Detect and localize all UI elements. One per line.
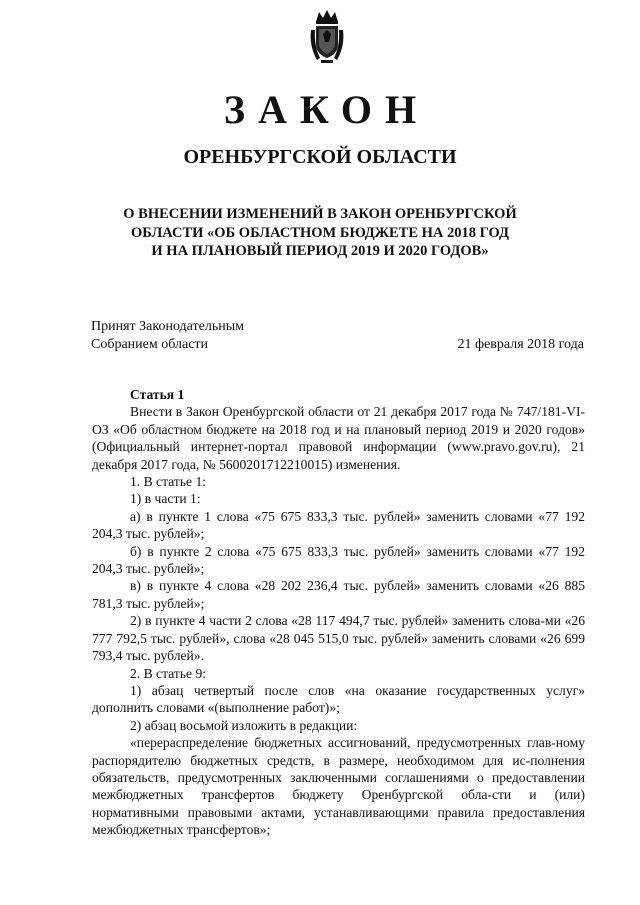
adoption-date: 21 февраля 2018 года bbox=[457, 337, 584, 352]
paragraph: Внести в Закон Оренбургской области от 21 декабря 2017 года № 747/181-VI-ОЗ «Об областном бюджете на 2018 год и на плановый период 2019 и 2020 годов» (Официальный интернет-портал правовой информации (www.pravo.gov.ru), 21 декабря 2017 года, № 5600201712210015) изменения. bbox=[92, 404, 585, 472]
paragraph: 2. В статье 9: bbox=[130, 665, 207, 681]
paragraph: «перераспределение бюджетных ассигнований, предусмотренных глав-ному распорядителю бюджетных средств, в размере, необходимом для ис-полнения обязательств, предусмотренных заключенными соглашениями о предоставлении межбюджетных трансфертов бюджету Оренбургской обла-сти и (или) нормативными правовыми актами, устанавливающими правила предоставления межбюджетных трансфертов»; bbox=[92, 735, 585, 838]
paragraph: 1) абзац четвертый после слов «на оказание государственных услуг» дополнить словами «(выполнение работ)»; bbox=[92, 682, 585, 716]
paragraph: б) в пункте 2 слова «75 675 833,3 тыс. рублей» заменить словами «77 192 204,3 тыс. рублей»; bbox=[92, 543, 585, 577]
subject-line: ОБЛАСТИ «ОБ ОБЛАСТНОМ БЮДЖЕТЕ НА 2018 ГОД bbox=[130, 224, 510, 241]
paragraph: 1) в части 1: bbox=[130, 491, 201, 507]
region-title: ОРЕНБУРГСКОЙ ОБЛАСТИ bbox=[183, 146, 457, 168]
coat-of-arms-icon bbox=[307, 8, 347, 64]
adoption-body bbox=[91, 318, 244, 354]
adoption-line: Собранием области bbox=[91, 337, 209, 352]
document-type-title: ЗАКОН bbox=[223, 87, 430, 132]
paragraph: а) в пункте 1 слова «75 675 833,3 тыс. рублей» заменить словами «77 192 204,3 тыс. рублей»; bbox=[92, 508, 585, 542]
paragraph: 2) в пункте 4 части 2 слова «28 117 494,7 тыс. рублей» заменить слова-ми «26 777 792,5 тыс. рублей», слова «28 045 515,0 тыс. рублей» заменить словами «26 699 793,4 тыс. рублей». bbox=[92, 613, 585, 664]
paragraph: 2) абзац восьмой изложить в редакции: bbox=[130, 717, 358, 733]
subject-line: О ВНЕСЕНИИ ИЗМЕНЕНИЙ В ЗАКОН ОРЕНБУРГСКОЙ bbox=[123, 206, 517, 222]
article-body bbox=[92, 386, 585, 839]
paragraph: в) в пункте 4 слова «28 202 236,4 тыс. рублей» заменить словами «26 885 781,3 тыс. рублей»; bbox=[92, 578, 585, 611]
law-subject bbox=[60, 205, 580, 261]
subject-line: И НА ПЛАНОВЫЙ ПЕРИОД 2019 И 2020 ГОДОВ» bbox=[151, 243, 489, 259]
adoption-line: Принят Законодательным bbox=[91, 319, 244, 334]
paragraph: 1. В статье 1: bbox=[130, 474, 207, 490]
article-heading: Статья 1 bbox=[130, 387, 185, 402]
